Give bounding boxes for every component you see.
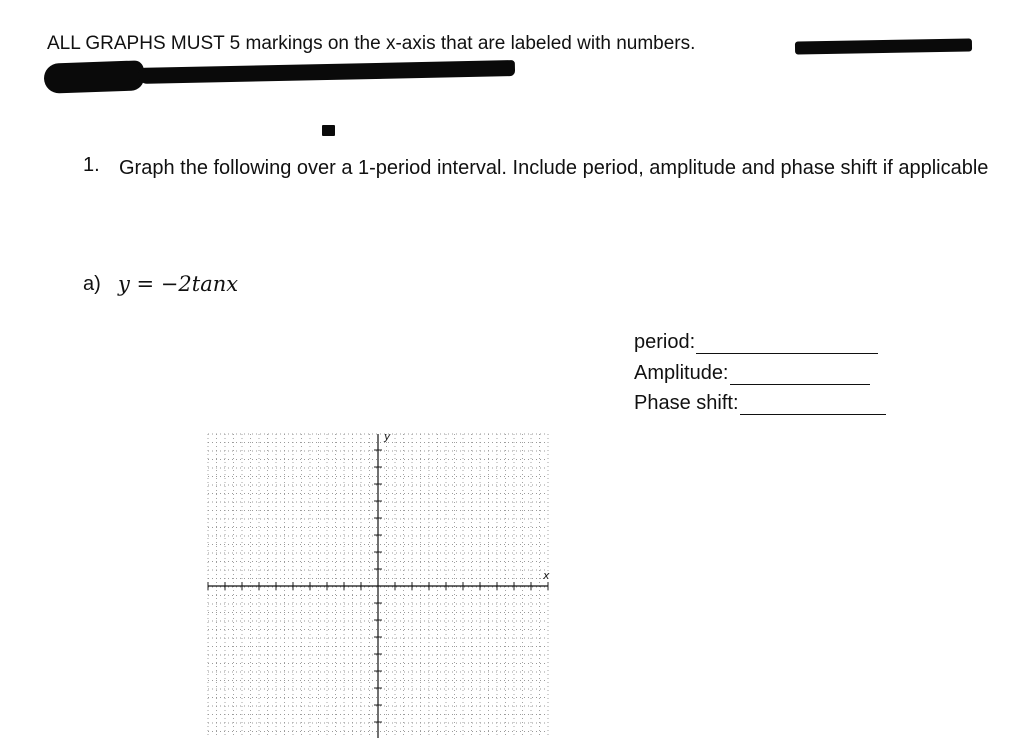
redaction-mark <box>795 38 972 54</box>
x-axis-label: x <box>543 569 550 582</box>
phase-shift-label: Phase shift: <box>634 392 739 414</box>
part-label: a) <box>83 273 101 295</box>
question-text: Graph the following over a 1-period interval. Include period, amplitude and phase shift if applicable <box>119 157 989 179</box>
period-answer-line[interactable] <box>696 333 878 354</box>
phase-shift-answer-line[interactable] <box>740 394 886 415</box>
period-label: period: <box>634 331 696 353</box>
axes <box>208 434 548 738</box>
period-field[interactable] <box>634 331 878 354</box>
y-axis-label: y <box>384 430 391 443</box>
phase-shift-field[interactable] <box>634 392 886 415</box>
coordinate-grid[interactable] <box>200 426 556 742</box>
redaction-mark <box>138 60 515 84</box>
instructions-text: ALL GRAPHS MUST 5 markings on the x-axis that are labeled with numbers. <box>47 33 696 54</box>
redaction-mark <box>322 125 335 136</box>
redaction-mark <box>44 60 145 93</box>
amplitude-field[interactable] <box>634 362 870 385</box>
amplitude-label: Amplitude: <box>634 362 729 384</box>
equation: y = −2tanx <box>118 272 239 296</box>
amplitude-answer-line[interactable] <box>730 364 870 385</box>
question-number: 1. <box>83 154 100 176</box>
